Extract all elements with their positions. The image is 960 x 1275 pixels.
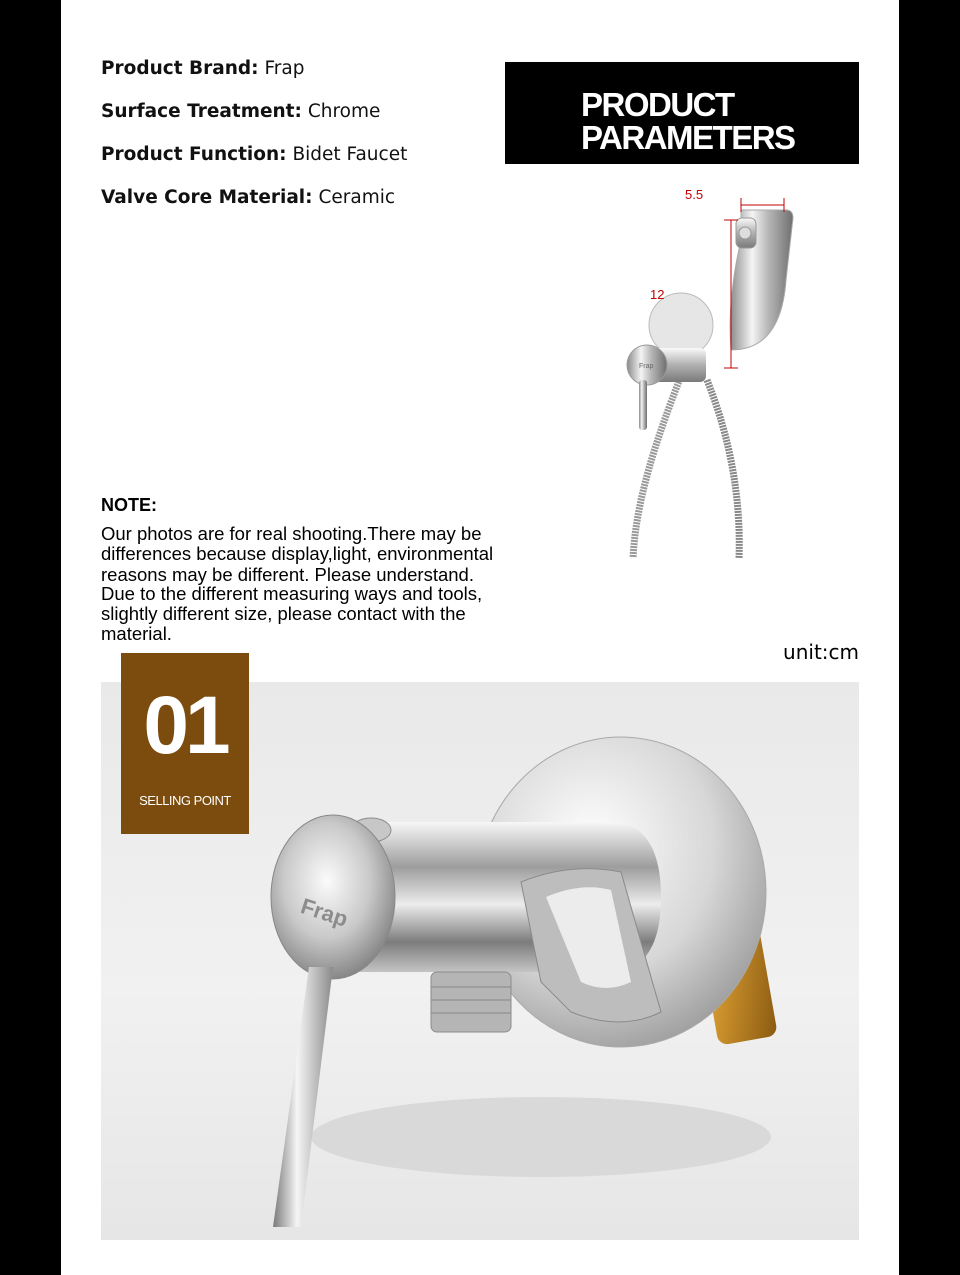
product-detail-page: [61, 0, 899, 1275]
note-line-3: reasons may be different. Please understand.: [101, 564, 474, 585]
param-valve-core: [101, 187, 395, 208]
param-function: [101, 144, 407, 165]
banner-line-1: PRODUCT: [581, 86, 734, 123]
lever-photo-shape: [273, 967, 333, 1227]
note-line-2: differences because display,light, environmental: [101, 543, 494, 564]
note-title: NOTE:: [101, 495, 157, 515]
note-line-5: slightly different size, please contact with the: [101, 603, 466, 624]
photo-logo-text: Frap: [297, 893, 351, 932]
wall-plate-shape: [649, 293, 713, 357]
param-valve-core-label: Valve Core Material:: [101, 187, 313, 208]
param-surface-value: Chrome: [307, 101, 381, 122]
valve-lever-shape: [639, 380, 647, 430]
height-dimension-label: 12: [650, 287, 665, 302]
selling-point-number: 01: [143, 680, 227, 771]
note-line-1: Our photos are for real shooting.There may be: [101, 523, 482, 544]
selling-point-label: SELLING POINT: [139, 793, 231, 808]
diagram-logo-text: Frap: [639, 363, 654, 370]
param-surface: [101, 101, 380, 122]
param-brand-label: Product Brand:: [101, 58, 259, 79]
param-surface-label: Surface Treatment:: [101, 101, 302, 122]
width-dimension-label: 5.5: [685, 187, 704, 202]
front-cap-shape: [271, 815, 395, 979]
unit-label: unit:cm: [783, 640, 859, 664]
param-brand-value: Frap: [264, 58, 305, 79]
param-brand: [101, 58, 304, 79]
product-parameters-banner: [505, 62, 859, 164]
sprayer-dimension-diagram: [581, 180, 821, 560]
note-line-4: Due to the different measuring ways and tools,: [101, 583, 483, 604]
thread-outlet-shape: [431, 972, 511, 1032]
param-function-label: Product Function:: [101, 144, 287, 165]
note-line-6: material.: [101, 623, 172, 644]
param-valve-core-value: Ceramic: [318, 187, 396, 208]
banner-line-2: PARAMETERS: [581, 119, 795, 156]
param-function-value: Bidet Faucet: [292, 144, 408, 165]
selling-point-badge: [121, 653, 249, 834]
